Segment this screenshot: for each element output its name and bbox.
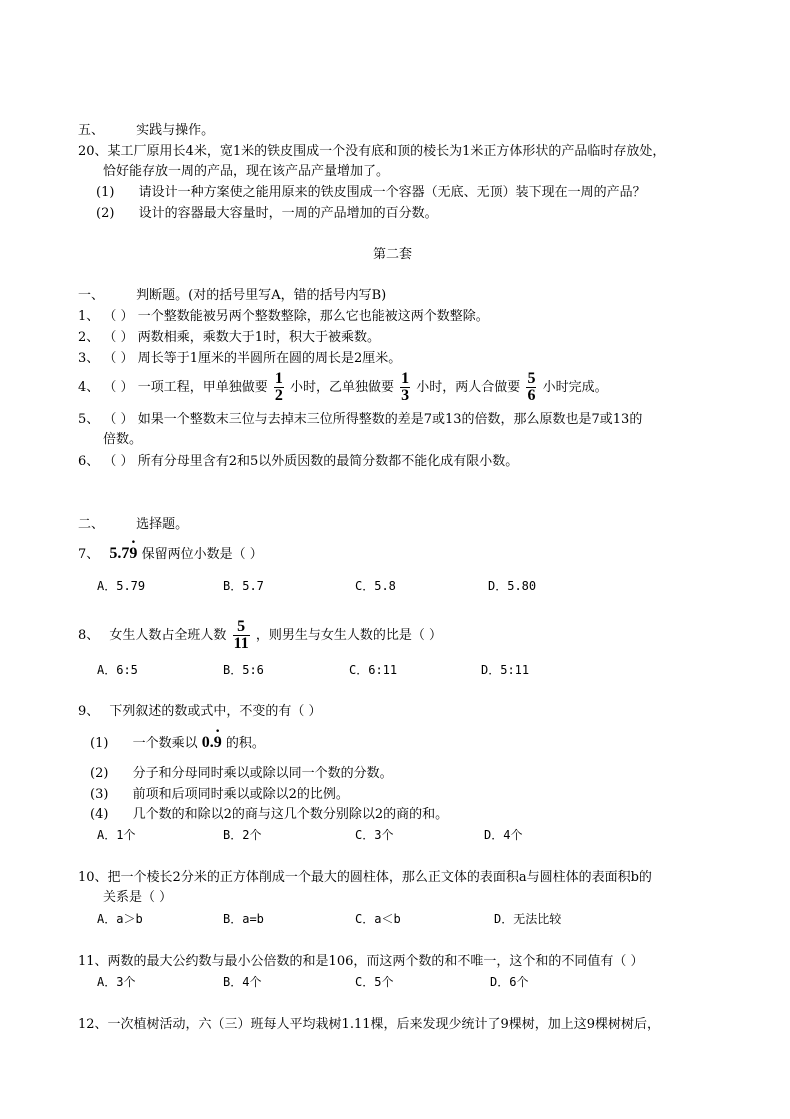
q8-option-a: A．6:5 xyxy=(97,663,138,677)
item-text: 周长等于1厘米的半圆所在圆的周长是2厘米。 xyxy=(137,351,402,366)
q20-sub2-text: 设计的容器最大容量时，一周的产品增加的百分数。 xyxy=(138,206,438,221)
q11-option-a: A．3个 xyxy=(97,975,136,989)
answer-paren: （ ） xyxy=(103,380,134,395)
q9-option-d: D．4个 xyxy=(484,828,523,842)
repeating-decimal: 0.9 · xyxy=(202,734,222,751)
fraction-five-sixths: $\frac{5}{6}$ xyxy=(527,370,536,404)
q11-option-d: D．6个 xyxy=(490,975,529,989)
item-text: 两数相乘，乘数大于1时，积大于被乘数。 xyxy=(137,330,380,345)
answer-paren: （ ） xyxy=(103,330,134,345)
judge-item-2 xyxy=(78,329,380,347)
q10-option-b: B．a=b xyxy=(223,912,264,926)
item-number: 3、 xyxy=(78,351,100,366)
set-title: 第二套 xyxy=(373,247,413,262)
fraction-one-half: $\frac{1}{2}$ xyxy=(274,370,283,404)
section-2-heading xyxy=(78,516,188,534)
section-1-title: 判断题。(对的括号里写A，错的括号内写B) xyxy=(136,288,387,303)
q10-line2: 关系是（ ） xyxy=(103,890,173,905)
q9-sub2-number: (2) xyxy=(90,766,109,781)
q8-number: 8、 xyxy=(78,628,100,643)
q7-stem xyxy=(78,545,263,564)
q9-sub2-text: 分子和分母同时乘以或除以同一个数的分数。 xyxy=(132,766,393,781)
q9-number: 9、 xyxy=(78,704,100,719)
q11-option-b: B．4个 xyxy=(223,975,262,989)
item-number: 2、 xyxy=(78,330,100,345)
q9-sub3-number: (3) xyxy=(90,787,109,802)
judge-item-5 xyxy=(78,411,642,429)
q9-text: 下列叙述的数或式中，不变的有（ ） xyxy=(109,704,322,719)
item-number: 6、 xyxy=(78,454,100,469)
q8-stem xyxy=(78,617,442,655)
q8-option-b: B．5:6 xyxy=(223,663,264,677)
q8-text-a: 女生人数占全班人数 xyxy=(109,628,227,643)
q9-sub1-text-a: 一个数乘以 xyxy=(132,736,198,751)
q9-option-b: B．2个 xyxy=(223,828,262,842)
item-text-b: 小时，乙单独做要 xyxy=(290,380,395,395)
q20-sub1-number: (1) xyxy=(96,185,115,200)
q9-sub4 xyxy=(90,806,448,824)
q11-line1: 11、两数的最大公约数与最小公倍数的和是106，而这两个数的和不唯一，这个和的不同值有（ ） xyxy=(78,954,644,969)
section-2-title: 选择题。 xyxy=(136,517,189,532)
item-text: 如果一个整数末三位与去掉末三位所得整数的差是7或13的倍数，那么原数也是7或13的 xyxy=(137,412,643,427)
section-5-heading xyxy=(78,122,214,140)
judge-item-6 xyxy=(78,453,518,471)
item-number: 5、 xyxy=(78,412,100,427)
q9-option-c: C．3个 xyxy=(355,828,394,842)
q9-option-a: A．1个 xyxy=(97,828,136,842)
section-1-number: 一、 xyxy=(78,288,105,303)
q9-sub3-text: 前项和后项同时乘以或除以2的比例。 xyxy=(132,787,349,802)
q9-sub1 xyxy=(90,734,265,753)
q12-line1: 12、一次植树活动，六（三）班每人平均栽树1.11棵，后来发现少统计了9棵树，加上这9棵树树后， xyxy=(78,1017,661,1032)
q7-option-b: B．5.7 xyxy=(223,579,264,593)
judge-item-1 xyxy=(78,308,489,326)
q10-option-d: D．无法比较 xyxy=(494,912,562,926)
judge-item-3 xyxy=(78,350,401,368)
item-text: 一个整数能被另两个整数整除，那么它也能被这两个数整除。 xyxy=(137,309,489,324)
answer-paren: （ ） xyxy=(103,351,134,366)
q8-text-b: ，则男生与女生人数的比是（ ） xyxy=(255,628,442,643)
item-text-d: 小时完成。 xyxy=(542,380,608,395)
section-2-number: 二、 xyxy=(78,517,105,532)
q20-sub1-text: 请设计一种方案使之能用原来的铁皮围成一个容器（无底、无顶）装下现在一周的产品？ xyxy=(138,185,646,200)
item-text: 所有分母里含有2和5以外质因数的最简分数都不能化成有限小数。 xyxy=(137,454,519,469)
q20-sub2-number: (2) xyxy=(96,206,115,221)
q7-option-c: C．5.8 xyxy=(355,579,396,593)
item-number: 4、 xyxy=(78,380,100,395)
item-text-a: 一项工程，甲单独做要 xyxy=(137,380,268,395)
item-number: 1、 xyxy=(78,309,100,324)
q10-option-c: C．a＜b xyxy=(355,912,401,926)
answer-paren: （ ） xyxy=(103,309,134,324)
q8-option-c: C．6:11 xyxy=(349,663,398,677)
q9-sub1-number: (1) xyxy=(90,736,109,751)
q8-option-d: D．5:11 xyxy=(481,663,530,677)
q20-line2: 恰好能存放一周的产品，现在该产品产量增加了。 xyxy=(103,164,390,179)
q20-sub1 xyxy=(96,184,646,202)
repeating-decimal: 5.79 · xyxy=(109,545,137,562)
section-5-title: 实践与操作。 xyxy=(136,123,215,138)
q10-option-a: A．a＞b xyxy=(97,912,143,926)
answer-paren: （ ） xyxy=(103,412,134,427)
q9-sub2 xyxy=(90,765,393,783)
judge-item-5-continued: 倍数。 xyxy=(103,432,143,447)
q9-sub4-number: (4) xyxy=(90,807,109,822)
section-5-number: 五、 xyxy=(78,123,105,138)
q10-line1: 10、把一个棱长2分米的正方体削成一个最大的圆柱体，那么正文体的表面积a与圆柱体的表面积b的 xyxy=(78,870,652,885)
section-1-heading xyxy=(78,287,386,305)
answer-paren: （ ） xyxy=(103,454,134,469)
q7-number: 7、 xyxy=(78,547,100,562)
q9-sub3 xyxy=(90,786,349,804)
q11-option-c: C．5个 xyxy=(355,975,394,989)
q20-sub2 xyxy=(96,205,438,223)
q20-line1: 20、某工厂原用长4米，宽1米的铁皮围成一个没有底和顶的棱长为1米正方体形状的产品临时存放处， xyxy=(78,144,666,159)
q9-stem xyxy=(78,703,322,721)
q9-sub1-text-b: 的积。 xyxy=(225,736,265,751)
q7-option-a: A．5.79 xyxy=(97,579,146,593)
q9-sub4-text: 几个数的和除以2的商与这几个数分别除以2的商的和。 xyxy=(132,807,449,822)
q7-text: 保留两位小数是（ ） xyxy=(141,547,263,562)
fraction-five-elevenths: $\frac{5}{11}$ xyxy=(233,618,249,652)
item-text-c: 小时，两人合做要 xyxy=(416,380,521,395)
fraction-one-third: $\frac{1}{3}$ xyxy=(401,370,410,404)
q7-option-d: D．5.80 xyxy=(488,579,537,593)
judge-item-4 xyxy=(78,369,608,407)
